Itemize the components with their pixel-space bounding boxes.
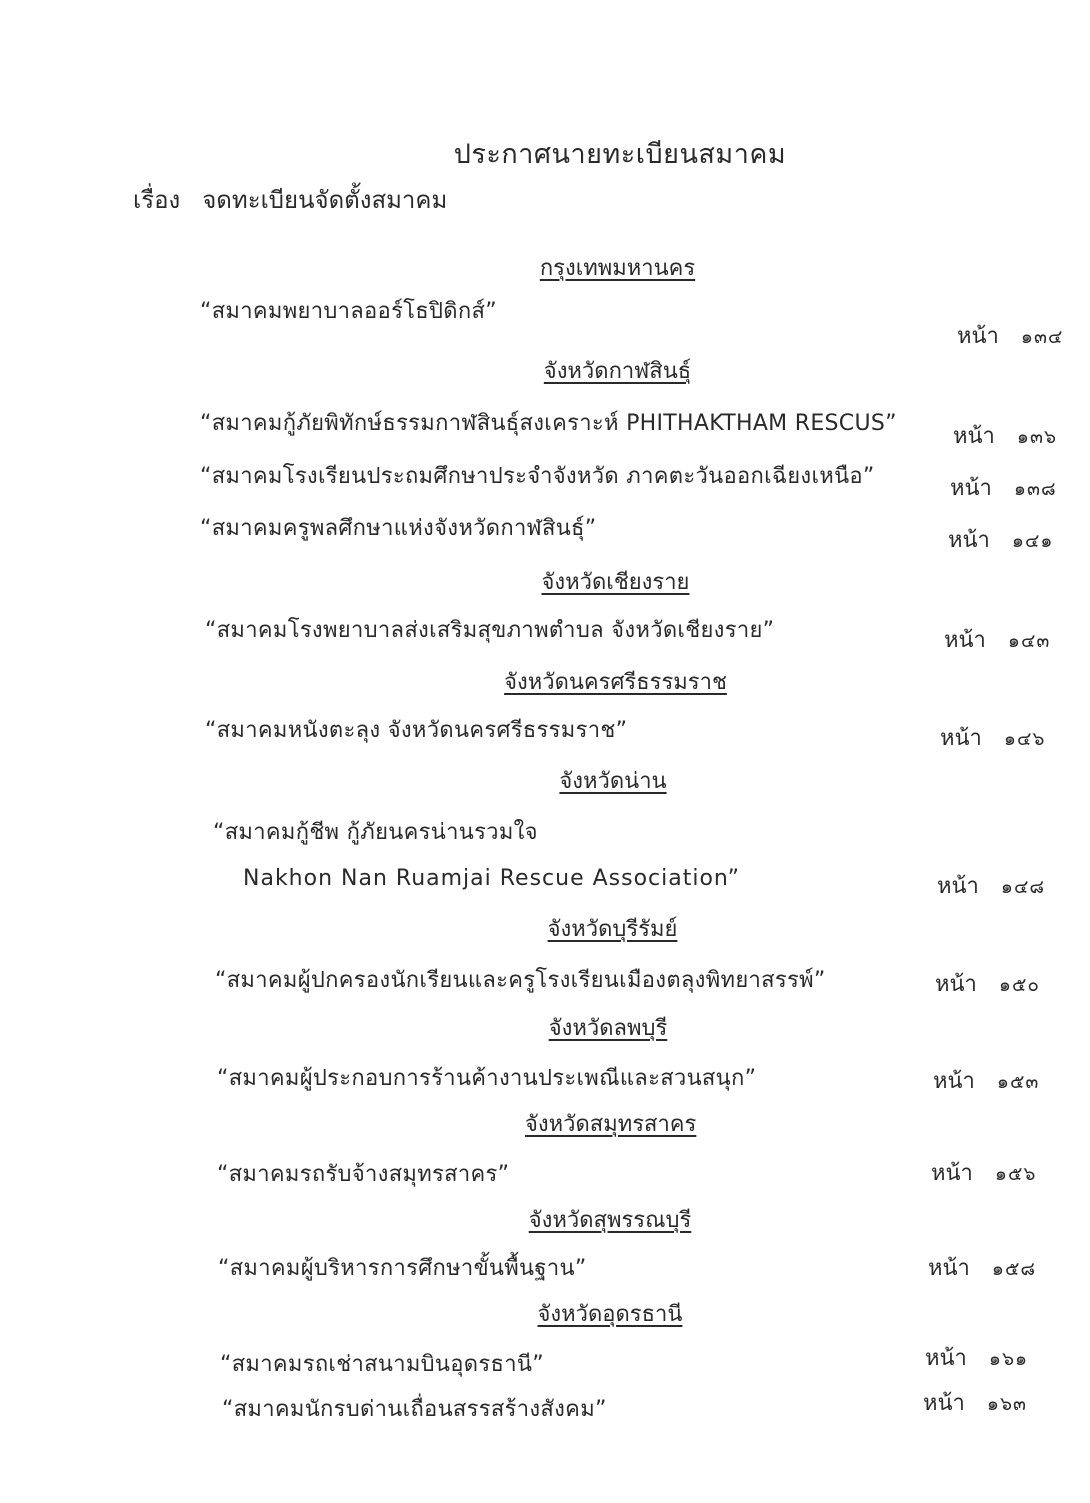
page-number: ๑๖๓: [986, 1393, 1028, 1415]
page-ref: [940, 720, 1045, 755]
page-ref: [944, 622, 1050, 657]
document-title: ประกาศนายทะเบียนสมาคม: [453, 139, 787, 170]
subject-line: [133, 180, 447, 219]
province-heading: จังหวัดนครศรีธรรมราช: [504, 670, 727, 695]
page-ref: [928, 1250, 1036, 1285]
entry-title: “สมาคมรถรับจ้างสมุทรสาคร”: [217, 1162, 510, 1187]
page-number: ๑๕๘: [991, 1258, 1037, 1280]
entry-title: “สมาคมรถเช่าสนามบินอุดรธานี”: [220, 1352, 544, 1377]
page-ref: [931, 1155, 1036, 1190]
entry-title: “สมาคมนักรบด่านเถื่อนสรรสร้างสังคม”: [222, 1397, 607, 1422]
entry-title: “สมาคมพยาบาลออร์โธปิดิกส์”: [200, 299, 497, 324]
entry-title: “สมาคมหนังตะลุง จังหวัดนครศรีธรรมราช”: [205, 718, 628, 743]
entry-title-continued: Nakhon Nan Ruamjai Rescue Association”: [243, 866, 741, 891]
province-heading: จังหวัดสุพรรณบุรี: [528, 1208, 692, 1233]
page-number: ๑๓๘: [1013, 478, 1057, 500]
page-number: ๑๔๓: [1007, 630, 1051, 652]
page-ref: [950, 470, 1057, 505]
province-heading: จังหวัดอุดรธานี: [537, 1302, 683, 1327]
province-heading: จังหวัดสมุทรสาคร: [525, 1112, 697, 1137]
page-number: ๑๔๖: [1003, 728, 1046, 750]
page-number: ๑๕๓: [996, 1071, 1040, 1093]
page-ref: [953, 418, 1057, 453]
page-word: หน้า: [923, 1391, 965, 1416]
entry-title: “สมาคมโรงพยาบาลส่งเสริมสุขภาพตำบล จังหวัดเชียงราย”: [205, 618, 775, 643]
entry-title: “สมาคมผู้ปกครองนักเรียนและครูโรงเรียนเมืองตลุงพิทยาสรรพ์”: [215, 968, 826, 993]
entry-title: “สมาคมกู้ชีพ กู้ภัยนครน่านรวมใจ: [213, 820, 538, 845]
page-number: ๑๖๑: [988, 1348, 1029, 1370]
page-ref: [935, 966, 1040, 1001]
page-word: หน้า: [928, 1256, 970, 1281]
page-number: ๑๔๑: [1011, 530, 1054, 552]
page-word: หน้า: [948, 528, 990, 553]
page-number: ๑๓๖: [1016, 426, 1058, 448]
subject-label: เรื่อง: [133, 186, 181, 214]
entry-title: “สมาคมโรงเรียนประถมศึกษาประจำจังหวัด ภาคตะวันออกเฉียงเหนือ”: [200, 464, 875, 489]
entry-title: “สมาคมกู้ภัยพิทักษ์ธรรมกาฬสินธุ์สงเคราะห์ PHITHAKTHAM RESCUS”: [200, 411, 897, 436]
page-word: หน้า: [931, 1161, 973, 1186]
page-word: หน้า: [925, 1346, 967, 1371]
page-ref: [933, 1063, 1039, 1098]
page-number: ๑๕๐: [998, 974, 1040, 996]
page-word: หน้า: [937, 874, 979, 899]
page-ref: [937, 868, 1045, 903]
page-ref: [923, 1385, 1027, 1420]
page-word: หน้า: [957, 324, 999, 349]
entry-title: “สมาคมผู้ประกอบการร้านค้างานประเพณีและสวนสนุก”: [217, 1066, 757, 1091]
page-word: หน้า: [940, 726, 982, 751]
page-word: หน้า: [933, 1069, 975, 1094]
province-heading: จังหวัดบุรีรัมย์: [547, 917, 678, 942]
province-heading: จังหวัดกาฬสินธุ์: [543, 359, 692, 384]
page-word: หน้า: [950, 476, 992, 501]
page-word: หน้า: [935, 972, 977, 997]
province-heading: จังหวัดน่าน: [559, 769, 667, 794]
page-ref: [957, 318, 1063, 353]
province-heading: จังหวัดเชียงราย: [541, 570, 690, 595]
page-word: หน้า: [953, 424, 995, 449]
page-ref: [948, 522, 1053, 557]
page-ref: [925, 1340, 1028, 1375]
province-heading: จังหวัดลพบุรี: [548, 1016, 668, 1041]
page-number: ๑๓๔: [1020, 326, 1064, 348]
page-number: ๑๔๘: [1000, 876, 1046, 898]
entry-title: “สมาคมครูพลศึกษาแห่งจังหวัดกาฬสินธุ์”: [200, 516, 597, 541]
subject-text: จดทะเบียนจัดตั้งสมาคม: [202, 186, 448, 214]
entry-title: “สมาคมผู้บริหารการศึกษาขั้นพื้นฐาน”: [218, 1256, 587, 1281]
page-word: หน้า: [944, 628, 986, 653]
province-heading: กรุงเทพมหานคร: [539, 256, 696, 281]
page-number: ๑๕๖: [994, 1163, 1037, 1185]
